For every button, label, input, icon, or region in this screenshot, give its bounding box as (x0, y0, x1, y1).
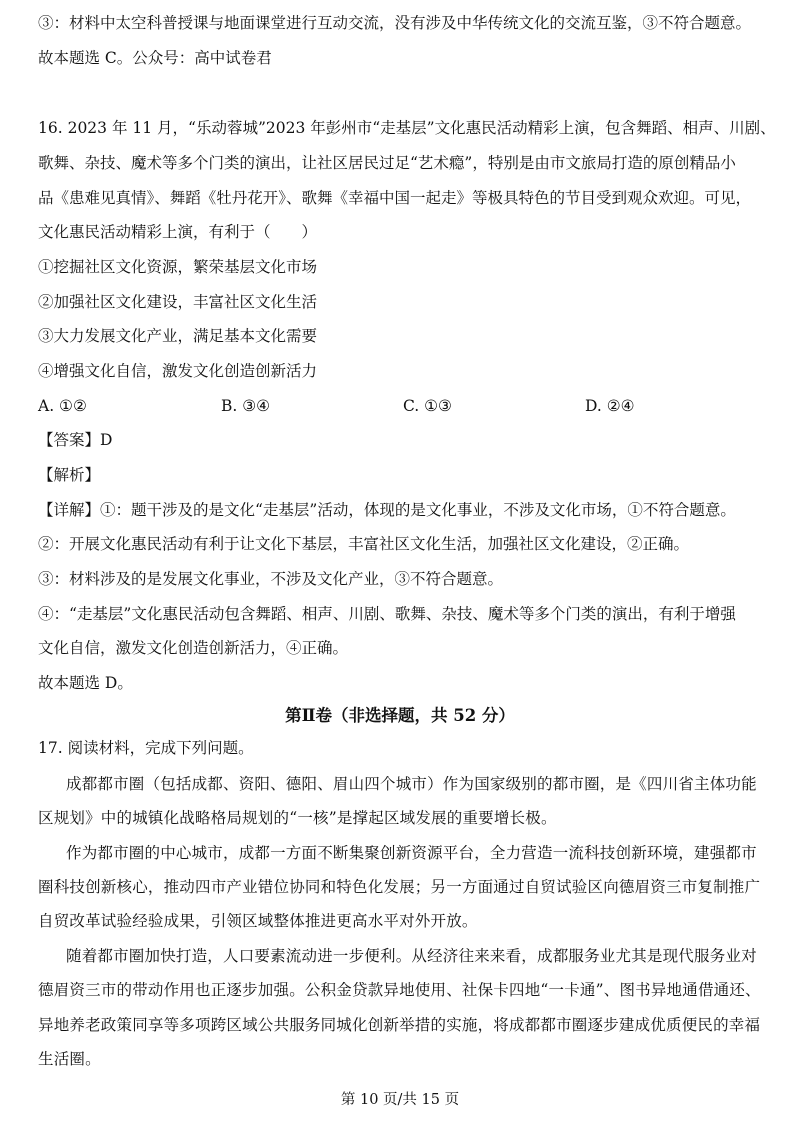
q16-stem-line: 文化惠民活动精彩上演，有利于（ ） (38, 223, 318, 241)
q17-paragraph-line: 随着都市圈加快打造，人口要素流动进一步便利。从经济往来来看，成都服务业尤其是现代服务业对 (66, 947, 757, 965)
q16-answer: 【答案】D (38, 431, 113, 449)
q16-option-a: A. ①② (38, 397, 87, 415)
prev-answer-line: 故本题选 C。公众号：高中试卷君 (38, 49, 272, 67)
q17-paragraph-line: 生活圈。 (38, 1050, 101, 1068)
q16-detail-line: ④：“走基层”文化惠民活动包含舞蹈、相声、川剧、歌舞、杂技、魔术等多个门类的演出，有利于增强 (38, 605, 736, 623)
q16-detail-line: 文化自信，激发文化创造创新活力，④正确。 (38, 639, 349, 657)
q17-paragraph-line: 成都都市圈（包括成都、资阳、德阳、眉山四个城市）作为国家级别的都市圈，是《四川省主体功能 (66, 775, 757, 793)
q16-item-4: ④增强文化自信，激发文化创造创新活力 (38, 362, 318, 380)
q16-option-c: C. ①③ (403, 397, 452, 415)
q16-item-2: ②加强社区文化建设，丰富社区文化生活 (38, 293, 318, 311)
q16-item-1: ①挖掘社区文化资源，繁荣基层文化市场 (38, 258, 318, 276)
page-number: 第 10 页/共 15 页 (340, 1092, 460, 1108)
q16-detail-line: 故本题选 D。 (38, 674, 133, 692)
q17-paragraph-line: 异地养老政策同享等多项跨区域公共服务同城化创新举措的实施，将成都都市圈逐步建成优质便民的幸福 (38, 1016, 761, 1034)
q16-option-d: D. ②④ (585, 397, 635, 415)
q16-detail-line: ②：开展文化惠民活动有利于让文化下基层，丰富社区文化生活，加强社区文化建设，②正确。 (38, 535, 690, 553)
q16-item-3: ③大力发展文化产业，满足基本文化需要 (38, 327, 318, 345)
q16-option-b: B. ③④ (221, 397, 271, 415)
q16-stem-line: 品《患难见真情》、舞蹈《牡丹花开》、歌舞《幸福中国一起走》等极具特色的节目受到观众欢迎。可见， (38, 189, 752, 207)
q17-paragraph-line: 自贸改革试验经验成果，引领区域整体推进更高水平对外开放。 (38, 912, 478, 930)
prev-analysis-line: ③：材料中太空科普授课与地面课堂进行互动交流，没有涉及中华传统文化的交流互鉴，③不符合题意。 (38, 14, 752, 32)
q16-stem-line: 16. 2023 年 11 月，“乐动蓉城”2023 年彭州市“走基层”文化惠民活动精彩上演，包含舞蹈、相声、川剧、 (38, 119, 776, 137)
q16-detail-line: 【详解】①：题干涉及的是文化“走基层”活动，体现的是文化事业，不涉及文化市场，①不符合题意。 (38, 501, 736, 519)
section-2-title: 第Ⅱ卷（非选择题，共 52 分） (285, 706, 515, 725)
q17-stem: 17. 阅读材料，完成下列问题。 (38, 739, 254, 757)
q17-paragraph-line: 作为都市圈的中心城市，成都一方面不断集聚创新资源平台，全力营造一流科技创新环境，建强都市 (66, 844, 757, 862)
q16-stem-line: 歌舞、杂技、魔术等多个门类的演出，让社区居民过足“艺术瘾”，特别是由市文旅局打造的原创精品小 (38, 154, 736, 172)
q17-paragraph-line: 德眉资三市的带动作用也正逐步加强。公积金贷款异地使用、社保卡四地“一卡通”、图书异地通借通还、 (38, 981, 761, 999)
q17-paragraph-line: 区规划》中的城镇化战略格局规划的“一核”是撑起区域发展的重要增长极。 (38, 809, 557, 827)
q16-analysis-label: 【解析】 (38, 466, 101, 484)
q17-paragraph-line: 圈科技创新核心，推动四市产业错位协同和特色化发展；另一方面通过自贸试验区向德眉资三市复制推广 (38, 878, 761, 896)
q16-detail-line: ③：材料涉及的是发展文化事业，不涉及文化产业，③不符合题意。 (38, 570, 504, 588)
